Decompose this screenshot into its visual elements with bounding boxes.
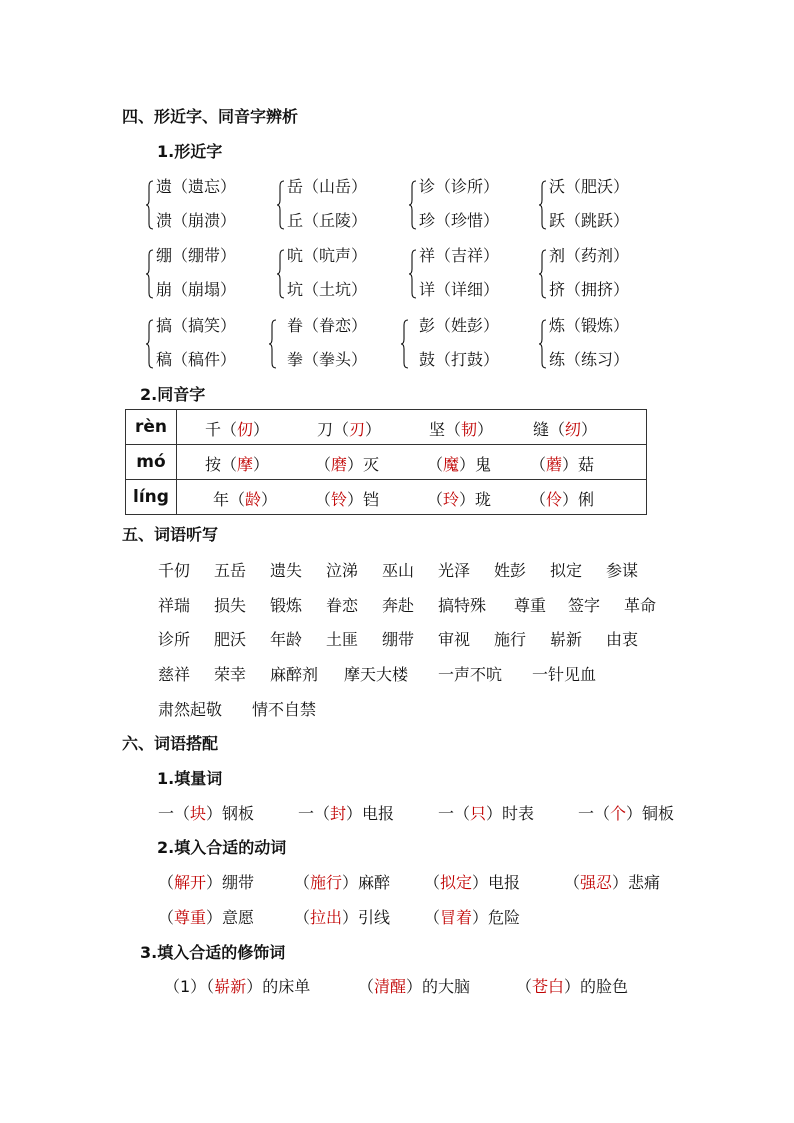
item-post: ）灭	[347, 455, 380, 474]
item-post: ）时表	[486, 804, 535, 823]
item-pre: 缝（	[533, 420, 566, 439]
char-bottom: 崩（崩塌）	[156, 280, 237, 299]
item-answer: 伶	[546, 490, 563, 509]
item-pre: （	[358, 977, 375, 996]
item-post: ）电报	[346, 804, 395, 823]
brace-icon	[539, 180, 547, 230]
item-answer: 封	[330, 804, 347, 823]
item-answer: 铃	[331, 490, 348, 509]
item-post: ）菇	[562, 455, 595, 474]
item-answer: 施行	[310, 873, 343, 892]
homophone-cells	[177, 445, 647, 480]
char-bottom: 练（练习）	[549, 350, 630, 369]
item-pre: （	[294, 908, 311, 927]
item-pre: （	[315, 455, 332, 474]
homophone-item	[429, 417, 493, 440]
word: 诊所	[158, 630, 191, 649]
item-answer: 清醒	[374, 977, 407, 996]
homophone-cells	[177, 410, 647, 445]
char-top: 沃（肥沃）	[549, 177, 630, 196]
sub-heading-modifiers: 3.填入合适的修饰词	[140, 943, 286, 962]
item-post: ）珑	[459, 490, 492, 509]
item-pre: 坚（	[429, 420, 462, 439]
char-top: 岳（山岳）	[287, 177, 368, 196]
brace-icon	[401, 319, 409, 369]
item-post: ）危险	[472, 908, 521, 927]
homophone-item	[427, 452, 491, 475]
item-pre: （	[530, 490, 547, 509]
word: 革命	[624, 596, 657, 615]
homophone-item	[530, 487, 594, 510]
item-post: ）悲痛	[612, 873, 661, 892]
item-answer: 刃	[349, 420, 366, 439]
item-post: ）俐	[562, 490, 595, 509]
section6-title: 六、词语搭配	[122, 734, 219, 753]
word: 签字	[568, 596, 601, 615]
word: 眷恋	[326, 596, 359, 615]
word: 一声不吭	[438, 665, 503, 684]
measure-item	[158, 803, 254, 825]
homophone-item	[533, 417, 597, 440]
item-answer: 拉出	[310, 908, 343, 927]
verb-item	[424, 907, 520, 929]
pinyin-cell: mó	[126, 445, 177, 480]
item-pre: （	[530, 455, 547, 474]
brace-icon	[146, 319, 154, 369]
brace-icon	[269, 319, 277, 369]
table-row	[126, 410, 647, 445]
word: 千仞	[158, 561, 191, 580]
item-pre: 按（	[205, 455, 238, 474]
word: 审视	[438, 630, 471, 649]
verb-item	[564, 872, 660, 894]
char-bottom: 溃（崩溃）	[156, 211, 237, 230]
item-answer: 磨	[331, 455, 348, 474]
word: 五岳	[214, 561, 247, 580]
homophone-cells	[177, 480, 647, 515]
homophone-item	[205, 452, 269, 475]
item-post: ）	[365, 420, 382, 439]
word: 拟定	[550, 561, 583, 580]
item-post: ）的脸色	[564, 977, 629, 996]
brace-icon	[409, 249, 417, 299]
char-group	[539, 176, 669, 236]
item-answer: 强忍	[580, 873, 613, 892]
char-group	[401, 315, 531, 375]
item-pre: 千（	[205, 420, 238, 439]
item-post: ）的床单	[246, 977, 311, 996]
item-answer: 摩	[237, 455, 254, 474]
word: 土匪	[326, 630, 359, 649]
word: 荣幸	[214, 665, 247, 684]
char-top: 眷（眷恋）	[287, 316, 368, 335]
item-post: ）电报	[472, 873, 521, 892]
verb-item	[158, 907, 254, 929]
item-pre: （	[516, 977, 533, 996]
char-group	[146, 245, 276, 305]
item-pre: 一（	[438, 804, 471, 823]
char-bottom: 详（详细）	[419, 280, 500, 299]
char-bottom: 拳（拳头）	[287, 350, 368, 369]
item-post: ）铜板	[626, 804, 675, 823]
modifier-item	[516, 976, 628, 998]
item-answer: 蘑	[546, 455, 563, 474]
word: 奔赴	[382, 596, 415, 615]
char-bottom: 稿（稿件）	[156, 350, 237, 369]
item-pre: （	[427, 455, 444, 474]
word: 泣涕	[326, 561, 359, 580]
char-top: 炼（锻炼）	[549, 316, 630, 335]
item-post: ）麻醉	[342, 873, 391, 892]
homophone-item	[213, 487, 277, 510]
section5-title: 五、词语听写	[122, 525, 219, 544]
homophone-item	[315, 452, 379, 475]
item-post: ）	[477, 420, 494, 439]
brace-icon	[539, 319, 547, 369]
pinyin-cell: líng	[126, 480, 177, 515]
item-answer: 只	[470, 804, 487, 823]
item-answer: 韧	[461, 420, 478, 439]
word: 情不自禁	[252, 700, 317, 719]
word: 肥沃	[214, 630, 247, 649]
item-post: ）钢板	[206, 804, 255, 823]
item-answer: 崭新	[214, 977, 247, 996]
word: 由衷	[606, 630, 639, 649]
item-post: ）	[261, 490, 278, 509]
word: 搞特殊	[438, 596, 487, 615]
item-post: ）引线	[342, 908, 391, 927]
word: 绷带	[382, 630, 415, 649]
char-top: 遗（遗忘）	[156, 177, 237, 196]
measure-item	[578, 803, 674, 825]
word: 肃然起敬	[158, 700, 223, 719]
char-bottom: 鼓（打鼓）	[419, 350, 500, 369]
table-row	[126, 445, 647, 480]
item-answer: 仞	[237, 420, 254, 439]
char-top: 吭（吭声）	[287, 246, 368, 265]
item-pre: 刀（	[317, 420, 350, 439]
item-pre: 一（	[578, 804, 611, 823]
item-pre: （	[427, 490, 444, 509]
brace-icon	[146, 249, 154, 299]
char-top: 剂（药剂）	[549, 246, 630, 265]
item-pre: （	[158, 873, 175, 892]
char-bottom: 珍（珍惜）	[419, 211, 500, 230]
brace-icon	[277, 180, 285, 230]
item-answer: 拟定	[440, 873, 473, 892]
word: 祥瑞	[158, 596, 191, 615]
word: 施行	[494, 630, 527, 649]
word: 参谋	[606, 561, 639, 580]
char-top: 诊（诊所）	[419, 177, 500, 196]
item-pre: 年（	[213, 490, 246, 509]
char-group	[409, 245, 539, 305]
homophone-item	[427, 487, 491, 510]
item-answer: 解开	[174, 873, 207, 892]
homophone-table	[125, 409, 647, 515]
item-answer: 冒着	[440, 908, 473, 927]
measure-item	[438, 803, 534, 825]
item-pre: 一（	[158, 804, 191, 823]
char-bottom: 坑（土坑）	[287, 280, 368, 299]
sub-heading-verbs: 2.填入合适的动词	[157, 838, 287, 857]
item-pre: （1）（	[164, 977, 215, 996]
item-pre: （	[564, 873, 581, 892]
word: 崭新	[550, 630, 583, 649]
verb-item	[294, 907, 390, 929]
homophone-item	[315, 487, 379, 510]
word: 年龄	[270, 630, 303, 649]
char-top: 绷（绷带）	[156, 246, 237, 265]
item-post: ）的大脑	[406, 977, 471, 996]
homophone-item	[205, 417, 269, 440]
item-answer: 纫	[565, 420, 582, 439]
word: 巫山	[382, 561, 415, 580]
item-answer: 尊重	[174, 908, 207, 927]
word: 摩天大楼	[344, 665, 409, 684]
pinyin-cell: rèn	[126, 410, 177, 445]
item-post: ）	[581, 420, 598, 439]
verb-item	[294, 872, 390, 894]
item-answer: 玲	[443, 490, 460, 509]
char-group	[409, 176, 539, 236]
char-bottom: 跃（跳跃）	[549, 211, 630, 230]
item-pre: （	[424, 873, 441, 892]
item-pre: （	[315, 490, 332, 509]
item-post: ）	[253, 455, 270, 474]
sub-heading-similar-chars: 1.形近字	[157, 142, 223, 161]
sub-heading-measure-words: 1.填量词	[157, 769, 223, 788]
word: 姓彭	[494, 561, 527, 580]
char-group	[539, 315, 669, 375]
word: 锻炼	[270, 596, 303, 615]
char-top: 搞（搞笑）	[156, 316, 237, 335]
modifier-item	[358, 976, 470, 998]
word: 麻醉剂	[270, 665, 319, 684]
char-group	[277, 245, 407, 305]
brace-icon	[409, 180, 417, 230]
char-group	[277, 176, 407, 236]
modifier-item	[164, 976, 310, 998]
char-top: 祥（吉祥）	[419, 246, 500, 265]
item-pre: 一（	[298, 804, 331, 823]
char-bottom: 挤（拥挤）	[549, 280, 630, 299]
item-answer: 龄	[245, 490, 262, 509]
char-group	[146, 176, 276, 236]
brace-icon	[539, 249, 547, 299]
char-group	[146, 315, 276, 375]
table-row	[126, 480, 647, 515]
word: 损失	[214, 596, 247, 615]
item-post: ）铛	[347, 490, 380, 509]
item-answer: 苍白	[532, 977, 565, 996]
char-group	[269, 315, 399, 375]
word: 尊重	[514, 596, 547, 615]
verb-item	[158, 872, 254, 894]
char-top: 彭（姓彭）	[419, 316, 500, 335]
word: 慈祥	[158, 665, 191, 684]
char-bottom: 丘（丘陵）	[287, 211, 368, 230]
brace-icon	[277, 249, 285, 299]
item-post: ）意愿	[206, 908, 255, 927]
brace-icon	[146, 180, 154, 230]
item-answer: 个	[610, 804, 627, 823]
word: 一针见血	[532, 665, 597, 684]
item-pre: （	[424, 908, 441, 927]
item-answer: 魔	[443, 455, 460, 474]
measure-item	[298, 803, 394, 825]
char-group	[539, 245, 669, 305]
item-pre: （	[294, 873, 311, 892]
word: 遗失	[270, 561, 303, 580]
verb-item	[424, 872, 520, 894]
item-post: ）	[253, 420, 270, 439]
item-pre: （	[158, 908, 175, 927]
item-post: ）鬼	[459, 455, 492, 474]
homophone-item	[530, 452, 594, 475]
item-answer: 块	[190, 804, 207, 823]
word: 光泽	[438, 561, 471, 580]
homophone-item	[317, 417, 381, 440]
item-post: ）绷带	[206, 873, 255, 892]
section4-title: 四、形近字、同音字辨析	[122, 107, 299, 126]
sub-heading-homophones: 2.同音字	[140, 385, 206, 404]
